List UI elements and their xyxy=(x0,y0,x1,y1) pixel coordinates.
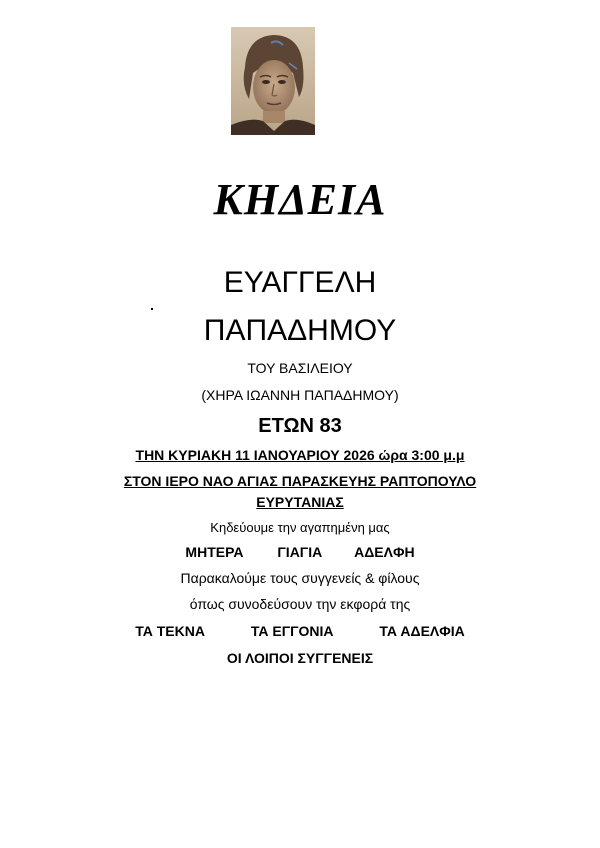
relation-sister: ΑΔΕΛΦΗ xyxy=(354,544,415,560)
father-name: ΤΟΥ ΒΑΣΙΛΕΙΟΥ xyxy=(247,360,353,376)
relation-mother: ΜΗΤΕΡΑ xyxy=(185,544,244,560)
relation-grandmother: ΓΙΑΓΙΑ xyxy=(277,544,323,560)
portrait-image xyxy=(231,27,315,135)
mourning-text: Κηδεύουμε την αγαπημένη μας xyxy=(210,520,390,535)
widow-of: (ΧΗΡΑ ΙΩΑΝΝΗ ΠΑΠΑΔΗΜΟΥ) xyxy=(201,387,399,403)
signatories-line xyxy=(0,622,600,640)
stray-dot xyxy=(151,308,153,310)
deceased-last-name: ΠΑΠΑΔΗΜΟΥ xyxy=(203,314,397,347)
church-location-line2: ΕΥΡΥΤΑΝΙΑΣ xyxy=(256,494,344,510)
signatory-siblings: ΤΑ ΑΔΕΛΦΙΑ xyxy=(379,623,465,639)
church-location-line1: ΣΤΟΝ ΙΕΡΟ ΝΑΟ ΑΓΙΑΣ ΠΑΡΑΣΚΕΥΗΣ ΡΑΠΤΟΠΟΥΛΟ xyxy=(123,473,477,489)
request-line1: Παρακαλούμε τους συγγενείς & φίλους xyxy=(180,570,420,586)
request-line2: όπως συνοδεύσουν την εκφορά της xyxy=(189,596,411,612)
relations-line xyxy=(0,543,600,561)
deceased-first-name: ΕΥΑΓΓΕΛΗ xyxy=(223,266,377,299)
signatory-children: ΤΑ ΤΕΚΝΑ xyxy=(135,623,205,639)
notice-title: ΚΗΔΕΙΑ xyxy=(213,175,387,224)
age-text: ΕΤΩΝ 83 xyxy=(258,415,342,437)
funeral-date-time: ΤΗΝ ΚΥΡΙΑΚΗ 11 ΙΑΝΟΥΑΡΙΟΥ 2026 ώρα 3:00 μ.μ xyxy=(135,447,465,463)
portrait-photo xyxy=(231,27,315,135)
other-relatives: ΟΙ ΛΟΙΠΟΙ ΣΥΓΓΕΝΕΙΣ xyxy=(226,650,374,666)
signatory-grandchildren: ΤΑ ΕΓΓΟΝΙΑ xyxy=(250,623,334,639)
